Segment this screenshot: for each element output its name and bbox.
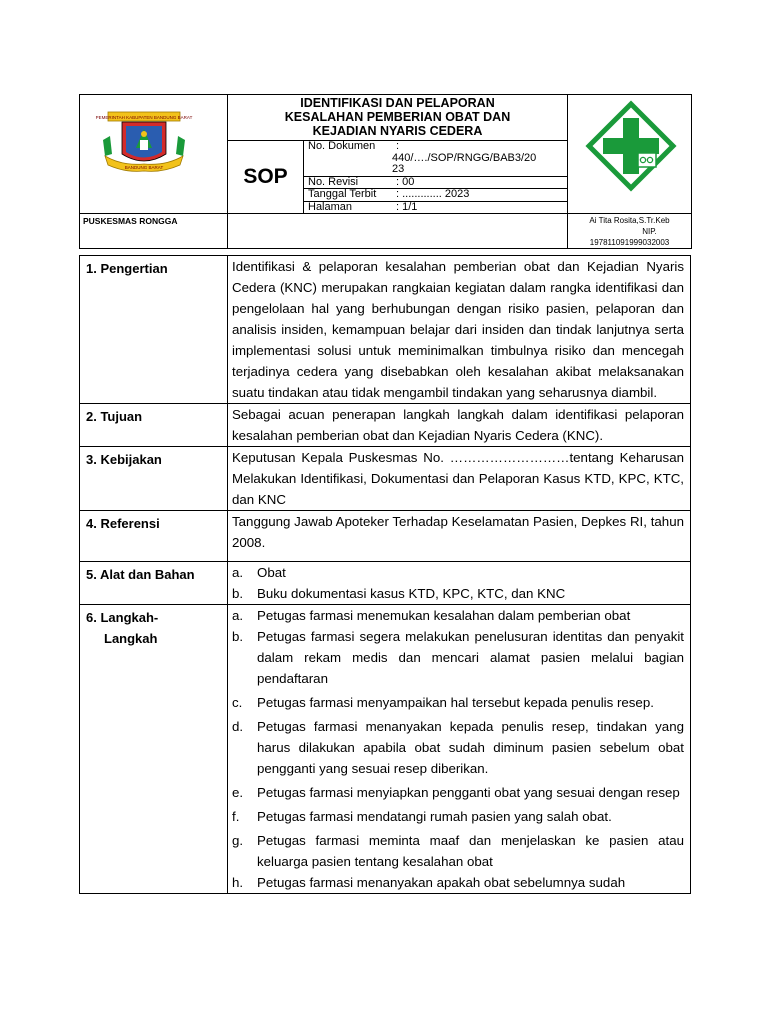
signatory-nip: 197811091999032003 bbox=[589, 238, 670, 247]
title-line-1: IDENTIFIKASI DAN PELAPORAN bbox=[300, 96, 495, 110]
section-pengertian bbox=[80, 256, 691, 404]
title-line-3: KEJADIAN NYARIS CEDERA bbox=[312, 124, 483, 138]
section-text-pengertian bbox=[228, 256, 691, 404]
meta-value-tanggal-terbit: : ............. 2023 bbox=[392, 189, 567, 202]
meta-value-halaman: : 1/1 bbox=[392, 201, 567, 213]
list-item bbox=[232, 830, 684, 872]
meta-label-halaman: Halaman bbox=[304, 201, 392, 213]
meta-value-no-revisi: : 00 bbox=[392, 176, 567, 189]
section-kebijakan bbox=[80, 447, 691, 511]
list-text: Petugas farmasi mendatangi rumah pasien yang salah obat. bbox=[257, 809, 612, 824]
list-item bbox=[232, 605, 684, 626]
list-item bbox=[232, 716, 684, 779]
list-marker: d. bbox=[232, 719, 244, 734]
signatory-nip-label: NIP. bbox=[642, 227, 657, 236]
langkah-label-line-1: 6. Langkah- bbox=[86, 610, 159, 625]
list-item bbox=[232, 583, 684, 604]
section-list-langkah bbox=[228, 605, 691, 894]
section-label-tujuan: 2. Tujuan bbox=[80, 404, 228, 447]
section-alat-bahan bbox=[80, 562, 691, 605]
list-text: Petugas farmasi menanyakan kepada penulis resep, tindakan yang harus dilakukan apabila obat sudah diminum pasien sebelum obat pengganti yang sesuai resep diberikan. bbox=[257, 719, 684, 776]
signatory-name: Ai Tita Rosita,S.Tr.Keb bbox=[589, 216, 670, 225]
list-text: Petugas farmasi menemukan kesalahan dalam pemberian obat bbox=[257, 608, 631, 623]
meta-value-no-dokumen-line-2: 440/…./SOP/RNGG/BAB3/20 bbox=[392, 151, 537, 164]
section-langkah bbox=[80, 605, 691, 894]
meta-label-blank bbox=[304, 164, 392, 176]
regency-emblem-icon bbox=[95, 110, 193, 176]
meta-label-blank bbox=[304, 153, 392, 165]
tujuan-text: Sebagai acuan penerapan langkah langkah dalam identifikasi pelaporan kesalahan pemberian obat dan Kejadian Nyaris Cedera (KNC). bbox=[232, 407, 684, 443]
list-text: Buku dokumentasi kasus KTD, KPC, KTC, dan KNC bbox=[257, 586, 566, 601]
regency-logo-cell bbox=[80, 95, 228, 214]
list-item bbox=[232, 562, 684, 583]
section-text-kebijakan bbox=[228, 447, 691, 511]
list-text: Obat bbox=[257, 565, 286, 580]
referensi-text: Tanggung Jawab Apoteker Terhadap Keselamatan Pasien, Depkes RI, tahun 2008. bbox=[232, 514, 684, 550]
section-label-kebijakan: 3. Kebijakan bbox=[80, 447, 228, 511]
list-marker: g. bbox=[232, 833, 244, 848]
section-label-alat-bahan: 5. Alat dan Bahan bbox=[80, 562, 228, 605]
langkah-label-line-2: Langkah bbox=[104, 631, 158, 646]
section-label-langkah bbox=[80, 605, 228, 894]
document-meta-cell bbox=[304, 141, 568, 214]
list-marker: c. bbox=[232, 695, 243, 710]
list-item bbox=[232, 782, 684, 803]
meta-label-no-revisi: No. Revisi bbox=[304, 176, 392, 189]
meta-value-no-dokumen-line-3: 23 bbox=[392, 163, 405, 175]
meta-label-tanggal-terbit: Tanggal Terbit bbox=[304, 189, 392, 202]
institution-name: PUSKESMAS RONGGA bbox=[80, 214, 228, 249]
section-tujuan bbox=[80, 404, 691, 447]
section-referensi bbox=[80, 511, 691, 562]
list-text: Petugas farmasi menyampaikan hal tersebut kepada penulis resep. bbox=[257, 695, 654, 710]
puskesmas-logo-cell bbox=[568, 95, 692, 214]
list-item bbox=[232, 806, 684, 827]
sop-label: SOP bbox=[228, 141, 304, 214]
signatory-cell bbox=[568, 214, 692, 249]
section-label-referensi: 4. Referensi bbox=[80, 511, 228, 562]
sop-document bbox=[79, 94, 691, 894]
header-table bbox=[79, 94, 692, 249]
section-text-referensi bbox=[228, 511, 691, 562]
list-marker: b. bbox=[232, 586, 244, 601]
list-text: Petugas farmasi segera melakukan penelusuran identitas dan penyakit dalam rekam medis dan mencari alamat pasien melalui bagian pendaftaran bbox=[257, 629, 684, 686]
section-label-pengertian: 1. Pengertian bbox=[80, 256, 228, 404]
list-marker: f. bbox=[232, 809, 240, 824]
pengertian-text: Identifikasi & pelaporan kesalahan pemberian obat dan Kejadian Nyaris Cedera (KNC) merupakan rangkaian kegiatan dalam rangka identifikasi dan pengelolaan hal yang berhubungan dengan risiko pasien, pelaporan dan analisis insiden, kemampuan belajar dari insiden dan tindak lanjutnya serta implementasi solusi untuk meminimalkan timbulnya risiko dan mencegah terjadinya cedera yang disebabkan oleh kesalahan akibat melaksanakan suatu tindakan atau tidak mengambil tindakan yang seharusnya diambil. bbox=[232, 259, 684, 400]
meta-value-no-dokumen: : bbox=[396, 140, 400, 152]
emblem-top-text: PEMERINTAH KABUPATEN BANDUNG BARAT bbox=[95, 115, 193, 120]
list-marker: e. bbox=[232, 785, 244, 800]
list-marker: b. bbox=[232, 629, 244, 644]
section-text-tujuan bbox=[228, 404, 691, 447]
list-text: Petugas farmasi menanyakan apakah obat sebelumnya sudah bbox=[257, 875, 626, 890]
document-title bbox=[228, 95, 568, 141]
list-marker: a. bbox=[232, 608, 244, 623]
title-line-2: KESALAHAN PEMBERIAN OBAT DAN bbox=[284, 110, 511, 124]
blank-cell bbox=[228, 214, 568, 249]
meta-label-no-dokumen: No. Dokumen bbox=[308, 140, 376, 152]
list-marker: a. bbox=[232, 565, 244, 580]
list-text: Petugas farmasi menyiapkan pengganti obat yang sesuai dengan resep bbox=[257, 785, 680, 800]
list-item bbox=[232, 692, 684, 713]
emblem-bottom-text: BANDUNG BARAT bbox=[124, 165, 164, 170]
puskesmas-logo-icon bbox=[585, 102, 677, 192]
document-meta-table bbox=[304, 141, 567, 213]
list-item bbox=[232, 872, 684, 893]
content-table bbox=[79, 255, 691, 894]
list-marker: h. bbox=[232, 875, 244, 890]
section-list-alat-bahan bbox=[228, 562, 691, 605]
kebijakan-text: Keputusan Kepala Puskesmas No. ………………………tentang Keharusan Melakukan Identifikasi, Dokumentasi dan Pelaporan Kasus KTD, KPC, KTC, dan KNC bbox=[232, 450, 684, 507]
list-text: Petugas farmasi meminta maaf dan menjelaskan ke pasien atau keluarga pasien tentang kesalahan obat bbox=[257, 833, 684, 869]
list-item bbox=[232, 626, 684, 689]
